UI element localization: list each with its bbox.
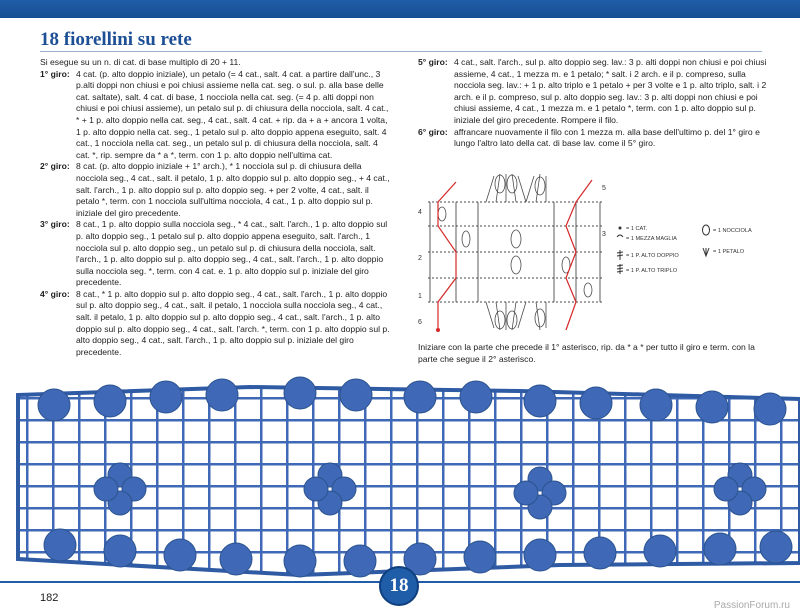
round-4 [40, 289, 390, 359]
legend-label: = 1 P. ALTO TRIPLO [626, 268, 678, 274]
row-numbers [418, 185, 606, 326]
round-text: 8 cat., * 1 p. alto doppio sul p. alto doppio seg., 4 cat., salt. l'arch., 1 p. alto doppio sul p. alto doppio seg., 4 cat., salt. il petalo, 1 nocciola sulla nocciola seg., 4 cat., salt. il petalo, 1 p. alto doppio sul p. alto doppio seg., 4 cat., salt. l'arch., 1 p. alto doppio sul p. alto doppio seg., 4 cat., salt. l'arch. *, term. con 1 p. alto doppio sul p. alto doppio seg., 4 cat., salt. l'arch., 1 p. alto doppio sul p. iniziale del giro precedente. [76, 288, 390, 357]
crochet-lace-photo [0, 375, 800, 580]
top-color-bar [0, 0, 800, 18]
round-text: 8 cat. (p. alto doppio iniziale + 1° arch.), * 1 nocciola sul p. di chiusura della nocciola seg., 4 cat., salt. il petalo, 1 p. alto doppio sul p. alto doppio seg., + 4 cat., salt. l'arch., 1 p. alto doppio sul p. alto doppio seg. + per 2 volte, 4 cat., salt. il petalo *, term. con 1 nocciola sull'ultima nocciola, 4 cat., 1 p. alto doppio sul p. iniziale del giro precedente. [76, 161, 390, 218]
instructions-right-column [418, 57, 768, 150]
intro-text: Si esegue su un n. di cat. di base multiplo di 20 + 11. [40, 57, 241, 67]
start-marker-icon [436, 328, 440, 332]
legend-label: = 1 CAT. [626, 226, 648, 232]
legend-label: = 1 MEZZA MAGLIA [626, 236, 677, 242]
slip-stitch-icon [617, 235, 623, 237]
round-text: 4 cat. (p. alto doppio iniziale), un petalo (= 4 cat., salt. 4 cat. a partire dall'unc., 3 p.alti doppi non chiusi e poi chiusi assieme nella cat. seg. o sul. p. alla base delle cat. saltate), salt. 4 cat. di base, 1 nocciola nella cat. seg. (= 4 p. alti doppi non chiusi e poi chiusi assieme), un petalo sul p. di chiusura della nocciola, salt. 4 cat., * + 1 p. alto doppio nella cat. seg., 4 cat., salt. 4 cat. + rip. da + a + ancora 1 volta, 1 p. alto doppio nella cat. seg., 1 petalo sul p. alto doppio appena eseguito, salt. 4 cat., 1 nocciola nella cat. seg., un petalo sul p. di chiusura della nocciola, salt. 4 cat. *, rip. sempre da * a *, term. con 1 p. alto doppio nell'ultima cat. [76, 68, 389, 160]
row-number: 4 [418, 209, 422, 216]
watermark: PassionForum.ru [713, 600, 790, 611]
petal-icon [703, 248, 709, 256]
round-6 [418, 127, 768, 150]
legend-label: = 1 P. ALTO DOPPIO [626, 253, 679, 259]
row-number: 5 [602, 185, 606, 192]
chain-icon [619, 227, 622, 230]
page-title: 18 fiorellini su rete [40, 29, 192, 50]
round-label: 1° giro: [40, 68, 70, 79]
round-1 [40, 69, 390, 162]
round-label: 6° giro: [418, 126, 448, 137]
round-text: 4 cat., salt. l'arch., sul p. alto doppio seg. lav.: 3 p. alti doppi non chiusi e poi chiusi assieme, 4 cat., 1 mezza m. e 1 petalo; * salt. i 2 arch. e il p. compreso, sulla nocciola seg. lav.: + 1 p. alto triplo e 1 petalo + per 3 volte e 1 p. alto triplo, salt. i 2 arch. e il p. compreso, sul p. alto doppio seg. lav.: 3 p. alti doppi non chiusi e poi chiusi assieme, 4 cat., 1 mezza m. e 1 petalo *, term. con 1 p. alto doppio sul p. iniziale del giro precedente. Rompere il filo. [454, 57, 767, 125]
round-label: 3° giro: [40, 219, 70, 230]
chart-legend [617, 225, 752, 274]
legend-label: = 1 NOCCIOLA [713, 228, 752, 234]
triple-crochet-icon [617, 264, 623, 274]
round-3 [40, 219, 390, 289]
double-crochet-icon [617, 250, 623, 260]
row-number: 3 [602, 231, 606, 238]
round-5 [418, 57, 768, 127]
bobble-icon [703, 225, 710, 235]
round-text: affrancare nuovamente il filo con 1 mezza m. alla base dell'ultimo p. del 1° giro e lungo l'altro lato della cat. di base lav. come il 5° giro. [454, 126, 760, 149]
row-number: 1 [418, 293, 422, 300]
crochet-chart-diagram [416, 174, 766, 334]
round-label: 5° giro: [418, 57, 448, 67]
pattern-number-badge: 18 [379, 566, 419, 606]
legend-label: = 1 PETALO [713, 249, 745, 255]
round-label: 2° giro: [40, 161, 70, 172]
page-number: 182 [40, 592, 59, 604]
row-number: 6 [418, 319, 422, 326]
round-2 [40, 161, 390, 219]
round-label: 4° giro: [40, 288, 70, 299]
round-text: 8 cat., 1 p. alto doppio sulla nocciola seg., * 4 cat., salt. l'arch., 1 p. alto doppio sul p. alto doppio seg., 1 petalo sul p. alto doppio appena eseguito, salt. l'arch., 1 nocciola sul p. alto doppio seg., un petalo sul p. di chiusura della nocciola, salt. l'arch., 1 p. alto doppio sul p. alto doppio seg., 4 cat., salt. l'arch., 1 p. alto doppio sulla nocciola seg. *, term. con 4 cat. e. 1 p. alto doppio sul p. iniziale del giro precedente. [76, 219, 388, 288]
instructions-left-column [40, 57, 390, 358]
title-rule [40, 51, 762, 52]
closing-instructions: Iniziare con la parte che precede il 1° asterisco, rip. da * a * per tutto il giro e term. con la parte che segue il 2° asterisco. [418, 342, 755, 364]
row-number: 2 [418, 255, 422, 262]
